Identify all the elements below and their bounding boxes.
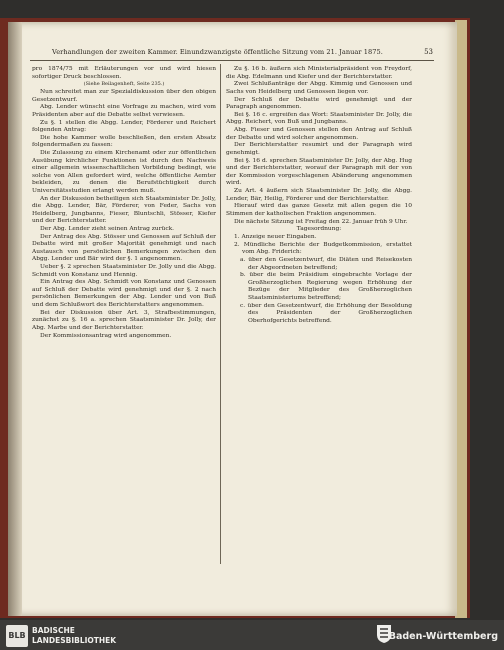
paragraph: pro 1874/75 mit Erläuterungen vor und wird hiesen sofortiger Druck beschlossen.: [32, 66, 216, 80]
paragraph: Die Zulassung zu einem Kirchenamt oder zur öffentlichen Ausübung kirchlicher Funktionen ist durch den Nachweis einer allgemein wissenschaftlichen Vorbildung bedingt, wie solche von Allen gefordert wird, welche öffentliche Aemter bekleiden, zu denen die Berufstüchtigkeit durch Universitätsstudien erlangt werden muß.: [32, 150, 216, 194]
page-gutter: [8, 22, 22, 616]
paragraph: a. über den Gesetzentwurf, die Diäten und Reisekosten der Abgeordneten betreffend;: [240, 257, 412, 271]
paragraph: Abg. Fieser und Genossen stellen den Antrag auf Schluß der Debatte und wird solcher angenommen.: [226, 127, 412, 141]
paragraph: Der Berichterstatter resumirt und der Paragraph wird genehmigt.: [226, 142, 412, 156]
library-name-line2: LANDESBIBLIOTHEK: [32, 636, 117, 645]
paragraph: c. über den Gesetzentwurf, die Erhöhung der Besoldung des Präsidenten der Großherzoglichen Oberhofgerichts betreffend.: [240, 302, 412, 324]
paragraph: Tagesordnung:: [296, 226, 342, 233]
paragraph: Der Abg. Lender zieht seinen Antrag zurück.: [40, 225, 175, 232]
page-number: 53: [424, 48, 433, 56]
partner-name[interactable]: Baden-Württemberg: [388, 631, 498, 642]
paragraph: Bei §. 16 c. ergreifen das Wort: Staatsminister Dr. Jolly, die Abgg. Reichert, von Buß und Jungbanns.: [226, 111, 412, 126]
paragraph: Der Kommissionsantrag wird angenommen.: [40, 332, 172, 339]
paragraph: Die nächste Sitzung ist Freitag den 22. Januar früh 9 Uhr.: [234, 218, 408, 225]
paragraph: An der Diskussion betheiligen sich Staatsminister Dr. Jolly, die Abgg. Lender, Bär, Förderer, von Feder, Sachs von Heidelberg, Jungbanns, Fieser, Bluntschli, Stösser, Kiefer und der Berichterstatter.: [32, 195, 216, 225]
paragraph: Zu Art. 4 äußern sich Staatsminister Dr. Jolly, die Abgg. Lender, Bär, Heilig, Förderer und der Berichterstatter.: [226, 188, 412, 202]
paragraph: 2. Mündliche Berichte der Budgetkommission, erstattet vom Abg. Friderich:: [234, 241, 412, 256]
paragraph: 1. Anzeige neuer Eingaben.: [234, 234, 317, 241]
paragraph: Ein Antrag des Abg. Schmidt von Konstanz und Genossen auf Schluß der Debatte wird genehmigt und der §. 2 nach persönlichen Bemerkungen der Abg. Lender und von Buß und dem Schlußwort des Berichterstatters angenommen.: [32, 279, 216, 309]
library-name-line1: BADISCHE: [32, 626, 75, 635]
paragraph: Abg. Lender wünscht eine Vorfrage zu machen, wird vom Präsidenten aber auf die Debatte selbst verwiesen.: [32, 104, 216, 118]
header-title: Verhandlungen der zweiten Kammer. Einundzwanzigste öffentliche Sitzung vom 21. Januar 1875.: [52, 48, 383, 56]
paragraph: Zu §. 16 b. äußern sich Ministerialpräsident von Freydorf, die Abg. Edelmann und Kiefer und der Berichterstatter.: [226, 66, 412, 80]
blb-logo[interactable]: BLB: [6, 625, 28, 647]
header-rule: [30, 60, 434, 61]
paragraph: Bei der Diskussion über Art. 3, Strafbestimmungen, zunächst zu §. 16 a. sprechen Staatsminister Dr. Jolly, der Abg. Marbe und der Berichterstatter.: [32, 309, 216, 331]
paragraph: Der Antrag des Abg. Stösser und Genossen auf Schluß der Debatte wird mit großer Majorität genehmigt und nach Austausch von persönlichen Bemerkungen zwischen den Abgg. Lender und Bär wird der §. 1 angenommen.: [32, 233, 216, 263]
paragraph: Hierauf wird das ganze Gesetz mit allen gegen die 10 Stimmen der katholischen Fraktion angenommen.: [226, 203, 412, 217]
paragraph: Bei §. 16 d. sprechen Staatsminister Dr. Jolly, der Abg. Hug und der Berichterstatter, worauf der Paragraph mit der von der Kommission vorgeschlagenen Abänderung angenommen wird.: [226, 157, 412, 187]
library-name[interactable]: [32, 626, 116, 646]
paragraph: Ueber §. 2 sprechen Staatsminister Dr. Jolly und die Abgg. Schmidt von Konstanz und Hennig.: [32, 264, 216, 278]
paragraph: b. über die beim Präsidium eingebrachte Vorlage der Großherzoglichen Regierung wegen Erhöhung der Bezüge der Mitglieder des Großherzoglichen Staatsministeriums betreffend;: [240, 272, 412, 302]
column-divider: [220, 64, 221, 564]
right-text-column: [226, 66, 412, 326]
paragraph: (Siehe Beilagenheft, Seite 235.): [83, 81, 165, 88]
left-text-column: [32, 66, 216, 340]
paragraph: Zwei Schlußanträge der Abgg. Kimmig und Genossen und Sachs von Heidelberg und Genossen liegen vor.: [226, 81, 412, 95]
paragraph: Der Schluß der Debatte wird genehmigt und der Paragraph angenommen.: [226, 96, 412, 111]
paragraph: Zu §. 1 stellen die Abgg. Lender, Förderer und Reichert folgenden Antrag:: [32, 119, 216, 134]
paragraph: Nun schreitet man zur Spezialdiskussion über den obigen Gesetzentwurf.: [32, 89, 216, 103]
paragraph: Die hohe Kammer wolle beschließen, den ersten Absatz folgendermaßen zu fassen:: [32, 134, 216, 149]
